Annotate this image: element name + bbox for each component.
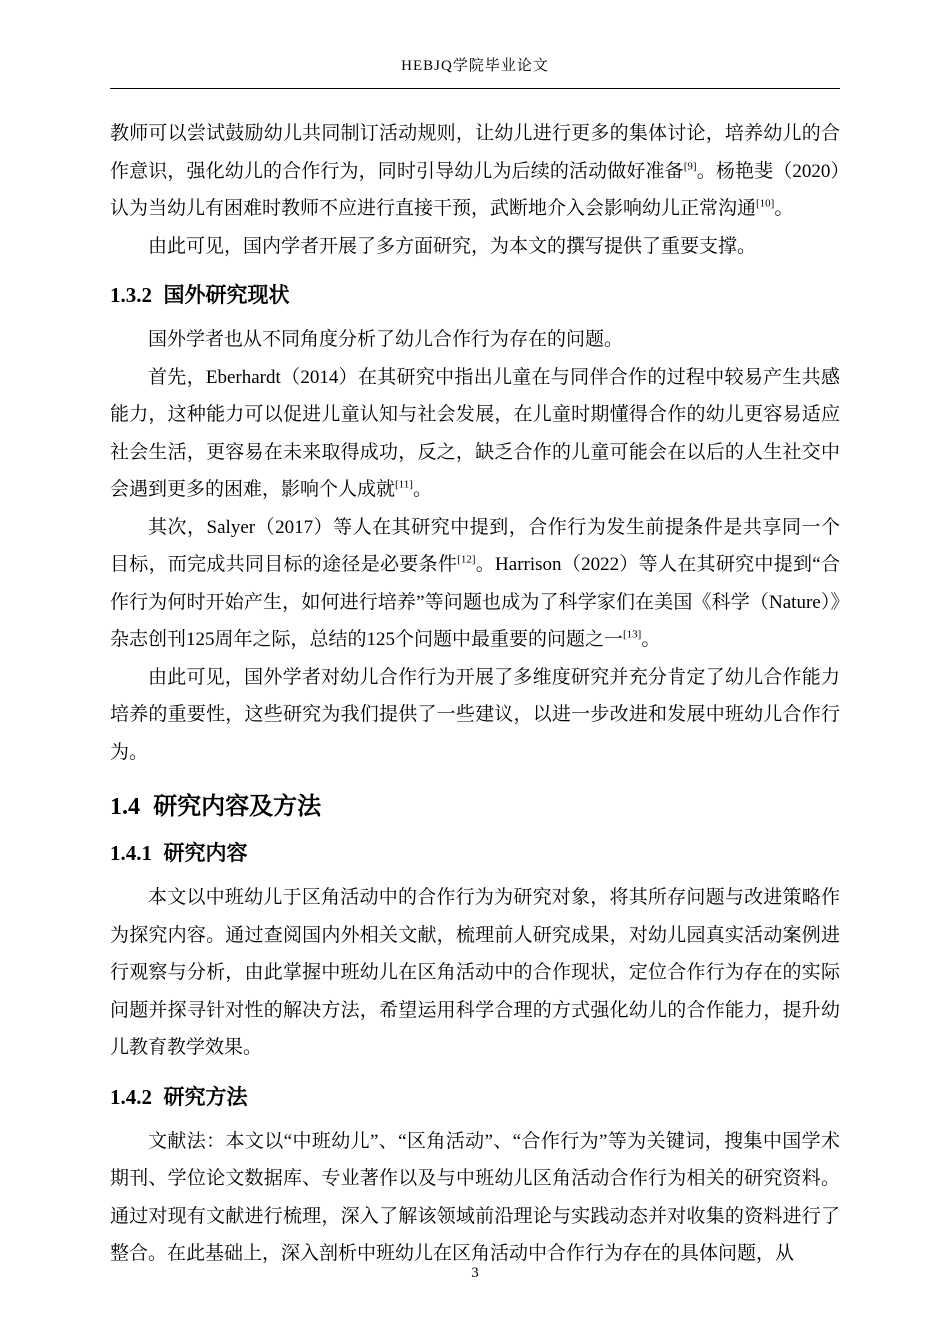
paragraph-text: 。Harrison（2022）等人在其研究中提到“合作行为何时开始产生，如何进行培养”等问题也成为了科学家们在美国《科学（Nature）》杂志创刊125周年之际，总结的125个问题中最重要的问题之一 (110, 554, 840, 650)
section-number: 1.4 (110, 794, 140, 820)
paragraph-2 (110, 228, 840, 266)
section-number: 1.4.1 (110, 841, 152, 865)
citation-ref-9: [9] (683, 160, 697, 173)
section-title: 国外研究现状 (163, 283, 290, 307)
paragraph-8 (110, 1123, 840, 1273)
paragraph-text: 由此可见，国外学者对幼儿合作行为开展了多维度研究并充分肯定了幼儿合作能力培养的重要性，这些研究为我们提供了一些建议，以进一步改进和发展中班幼儿合作行为。 (110, 666, 840, 763)
section-heading-1-4 (110, 791, 840, 823)
paragraph-text: 。 (774, 198, 794, 219)
paragraph-1 (110, 115, 840, 228)
paragraph-text: 。 (412, 479, 432, 500)
citation-ref-11: [11] (395, 478, 413, 491)
document-body (110, 115, 840, 1273)
paragraph-text: 教师可以尝试鼓励幼儿共同制订活动规则，让幼儿进行更多的集体讨论，培养幼儿的合作意识，强化幼儿的合作行为，同时引导幼儿为后续的活动做好准备 (110, 123, 840, 182)
section-heading-1-4-2 (110, 1083, 840, 1111)
paragraph-text: 。 (641, 629, 661, 650)
page-number: 3 (471, 1265, 479, 1281)
paragraph-5 (110, 509, 840, 659)
paragraph-3 (110, 321, 840, 359)
paragraph-7 (110, 879, 840, 1067)
paragraph-text: 首先，Eberhardt（2014）在其研究中指出儿童在与同伴合作的过程中较易产生共感能力，这种能力可以促进儿童认知与社会发展，在儿童时期懂得合作的幼儿更容易适应社会生活，更容易在未来取得成功，反之，缺乏合作的儿童可能会在以后的人生社交中会遇到更多的困难，影响个人成就 (110, 366, 840, 500)
paragraph-text: 由此可见，国内学者开展了多方面研究，为本文的撰写提供了重要支撑。 (148, 235, 757, 257)
section-title: 研究方法 (163, 1084, 248, 1109)
paragraph-6 (110, 659, 840, 772)
paragraph-text: 文献法：本文以“中班幼儿”、“区角活动”、“合作行为”等为关键词，搜集中国学术期刊、学位论文数据库、专业著作以及与中班幼儿区角活动合作行为相关的研究资料。通过对现有文献进行梳理，深入了解该领域前沿理论与实践动态并对收集的资料进行了整合。在此基础上，深入剖析中班幼儿在区角活动中合作行为存在的具体问题，从 (110, 1130, 840, 1264)
page-header (110, 56, 840, 89)
paragraph-4 (110, 359, 840, 509)
section-heading-1-3-2 (110, 281, 840, 309)
section-title: 研究内容及方法 (153, 794, 322, 820)
section-heading-1-4-1 (110, 839, 840, 867)
citation-ref-13: [13] (623, 628, 642, 641)
paragraph-text: 本文以中班幼儿于区角活动中的合作行为为研究对象，将其所存问题与改进策略作为探究内容。通过查阅国内外相关文献，梳理前人研究成果，对幼儿园真实活动案例进行观察与分析，由此掌握中班幼儿在区角活动中的合作现状，定位合作行为存在的实际问题并探寻针对性的解决方法，希望运用科学合理的方式强化幼儿的合作能力，提升幼儿教育教学效果。 (110, 887, 840, 1058)
paragraph-text: 国外学者也从不同角度分析了幼儿合作行为存在的问题。 (148, 329, 624, 350)
header-title: HEBJQ学院毕业论文 (401, 58, 549, 74)
paragraph-text: 。杨艳斐（2020）认为当幼儿有困难时教师不应进行直接干预，武断地介入会影响幼儿正常沟通 (110, 160, 840, 219)
citation-ref-10: [10] (756, 197, 775, 210)
section-title: 研究内容 (163, 841, 248, 865)
section-number: 1.3.2 (110, 283, 152, 307)
citation-ref-12: [12] (457, 553, 476, 566)
paragraph-text: 其次，Salyer（2017）等人在其研究中提到，合作行为发生前提条件是共享同一个目标，而完成共同目标的途径是必要条件 (110, 516, 840, 575)
section-number: 1.4.2 (110, 1084, 152, 1109)
